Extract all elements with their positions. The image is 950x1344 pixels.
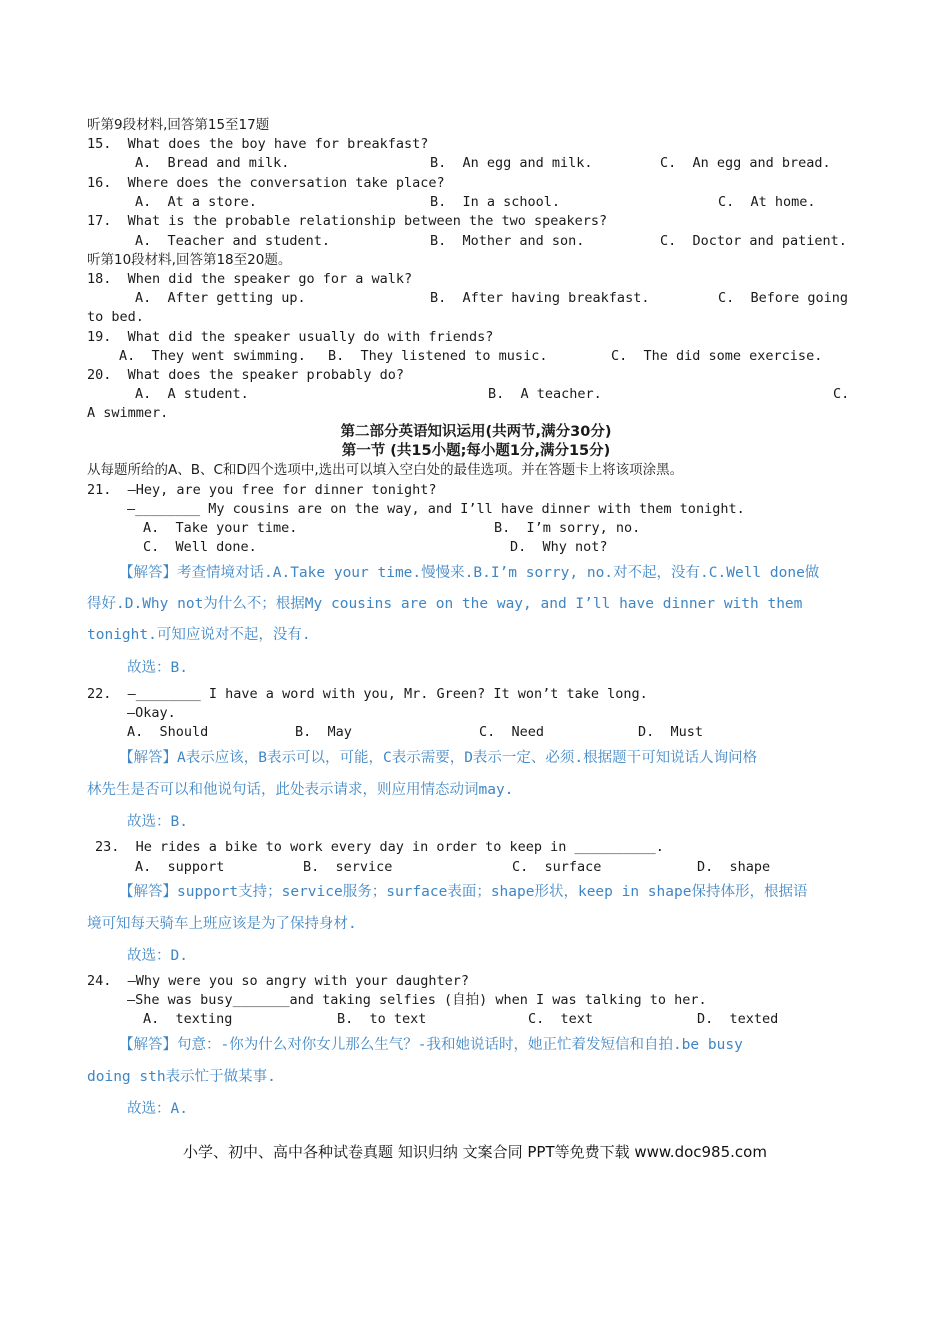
q21-stem: 21. —Hey, are you free for dinner tonight? [87,482,437,498]
part-2-title: 第二部分英语知识运用(共两节,满分30分) [340,424,612,440]
q22-choice: 故选：B. [127,814,188,830]
q21-explanation-line1 [119,558,819,589]
q16-option-a: A. At a store. [135,194,257,210]
q21-option-d: D. Why not? [510,539,608,555]
q23-exp1: support支持；service服务；surface表面；shape形状，keep in shape保持体形，根据语 [177,884,808,900]
q21-explanation-line2: 得好.D.Why not为什么不；根据My cousins are on the way, and I’ll have dinner with them [87,596,803,612]
q24-option-a: A. texting [143,1011,233,1027]
q20-option-a: A. A student. [135,386,249,402]
q22-answer-tag: 【解答】 [119,750,177,766]
q23-option-d: D. shape [697,859,771,875]
q24-option-b: B. to text [337,1011,427,1027]
page-footer: 小学、初中、高中各种试卷真题 知识归纳 文案合同 PPT等免费下载 www.doc985.com [183,1143,767,1161]
q17-option-a: A. Teacher and student. [135,233,331,249]
q24-answer-tag: 【解答】 [119,1037,177,1053]
q18-option-c: C. Before going [718,290,849,306]
q24-option-d: D. texted [697,1011,779,1027]
q22-option-c: C. Need [479,724,545,740]
q15-stem: 15. What does the boy have for breakfast? [87,136,429,152]
q23-option-a: A. support [135,859,225,875]
q19-option-a: A. They went swimming. [119,348,306,364]
q16-stem: 16. Where does the conversation take place? [87,175,445,191]
q24-stem: 24. —Why were you so angry with your daughter? [87,973,470,989]
q22-option-a: A. Should [127,724,209,740]
q21-exp1: 考查情境对话.A.Take your time.慢慢来.B.I’m sorry, no.对不起，没有.C.Well done做 [177,565,820,581]
q20-stem: 20. What does the speaker probably do? [87,367,404,383]
q22-explanation-line1 [119,743,757,774]
q19-stem: 19. What did the speaker usually do with friends? [87,329,494,345]
q18-option-a: A. After getting up. [135,290,306,306]
q24-explanation-line2: doing sth表示忙于做某事. [87,1069,276,1085]
q16-option-c: C. At home. [718,194,816,210]
q15-option-b: B. An egg and milk. [430,155,593,171]
q20-option-c: C. [833,386,850,402]
q21-option-a: A. Take your time. [143,520,298,536]
q24-exp1: 句意：-你为什么对你女儿那么生气？-我和她说话时，她正忙着发短信和自拍.be busy [177,1037,743,1053]
q19-option-c: C. The did some exercise. [611,348,823,364]
q23-explanation-line1 [119,877,807,908]
q23-explanation-line2: 境可知每天骑车上班应该是为了保持身材. [87,916,357,932]
q18-option-c-cont: to bed. [87,309,144,325]
q19-option-b: B. They listened to music. [328,348,548,364]
q23-option-c: C. surface [512,859,602,875]
q22-explanation-line2: 林先生是否可以和他说句话，此处表示请求，则应用情态动词may. [87,782,514,798]
q24-explanation-line1 [119,1030,743,1061]
section-9-heading: 听第9段材料,回答第15至17题 [87,117,270,133]
q23-option-b: B. service [303,859,393,875]
q17-option-c: C. Doctor and patient. [660,233,847,249]
q15-option-c: C. An egg and bread. [660,155,831,171]
q23-answer-tag: 【解答】 [119,884,177,900]
q22-option-d: D. Must [638,724,704,740]
q22-exp1: A表示应该，B表示可以，可能，C表示需要，D表示一定、必须.根据题干可知说话人询问格 [177,750,758,766]
q23-stem: 23. He rides a bike to work every day in order to keep in __________. [95,839,664,855]
q21-option-b: B. I’m sorry, no. [494,520,641,536]
part-2-subtitle: 第一节 (共15小题;每小题1分,满分15分) [341,443,611,459]
q24-choice: 故选：A. [127,1101,188,1117]
section-10-heading: 听第10段材料,回答第18至20题。 [87,252,292,268]
q21-explanation-line3: tonight.可知应说对不起，没有. [87,627,311,643]
q24-line2: —She was busy_______and taking selfies (自拍) when I was talking to her. [127,992,707,1008]
q21-choice: 故选：B. [127,660,188,676]
q18-option-b: B. After having breakfast. [430,290,650,306]
q15-option-a: A. Bread and milk. [135,155,290,171]
q22-line2: —Okay. [127,705,176,721]
q21-line2: —________ My cousins are on the way, and I’ll have dinner with them tonight. [127,501,745,517]
q20-option-c-cont: A swimmer. [87,405,169,421]
q24-option-c: C. text [528,1011,594,1027]
q22-stem: 22. —________ I have a word with you, Mr. Green? It won’t take long. [87,686,648,702]
q16-option-b: B. In a school. [430,194,561,210]
q21-option-c: C. Well done. [143,539,257,555]
q20-option-b: B. A teacher. [488,386,602,402]
q17-option-b: B. Mother and son. [430,233,585,249]
q21-answer-tag: 【解答】 [119,565,177,581]
q17-stem: 17. What is the probable relationship between the two speakers? [87,213,608,229]
instructions: 从每题所给的A、B、C和D四个选项中,选出可以填入空白处的最佳选项。并在答题卡上将该项涂黑。 [87,462,684,478]
q18-stem: 18. When did the speaker go for a walk? [87,271,413,287]
q23-choice: 故选：D. [127,948,188,964]
q22-option-b: B. May [295,724,352,740]
